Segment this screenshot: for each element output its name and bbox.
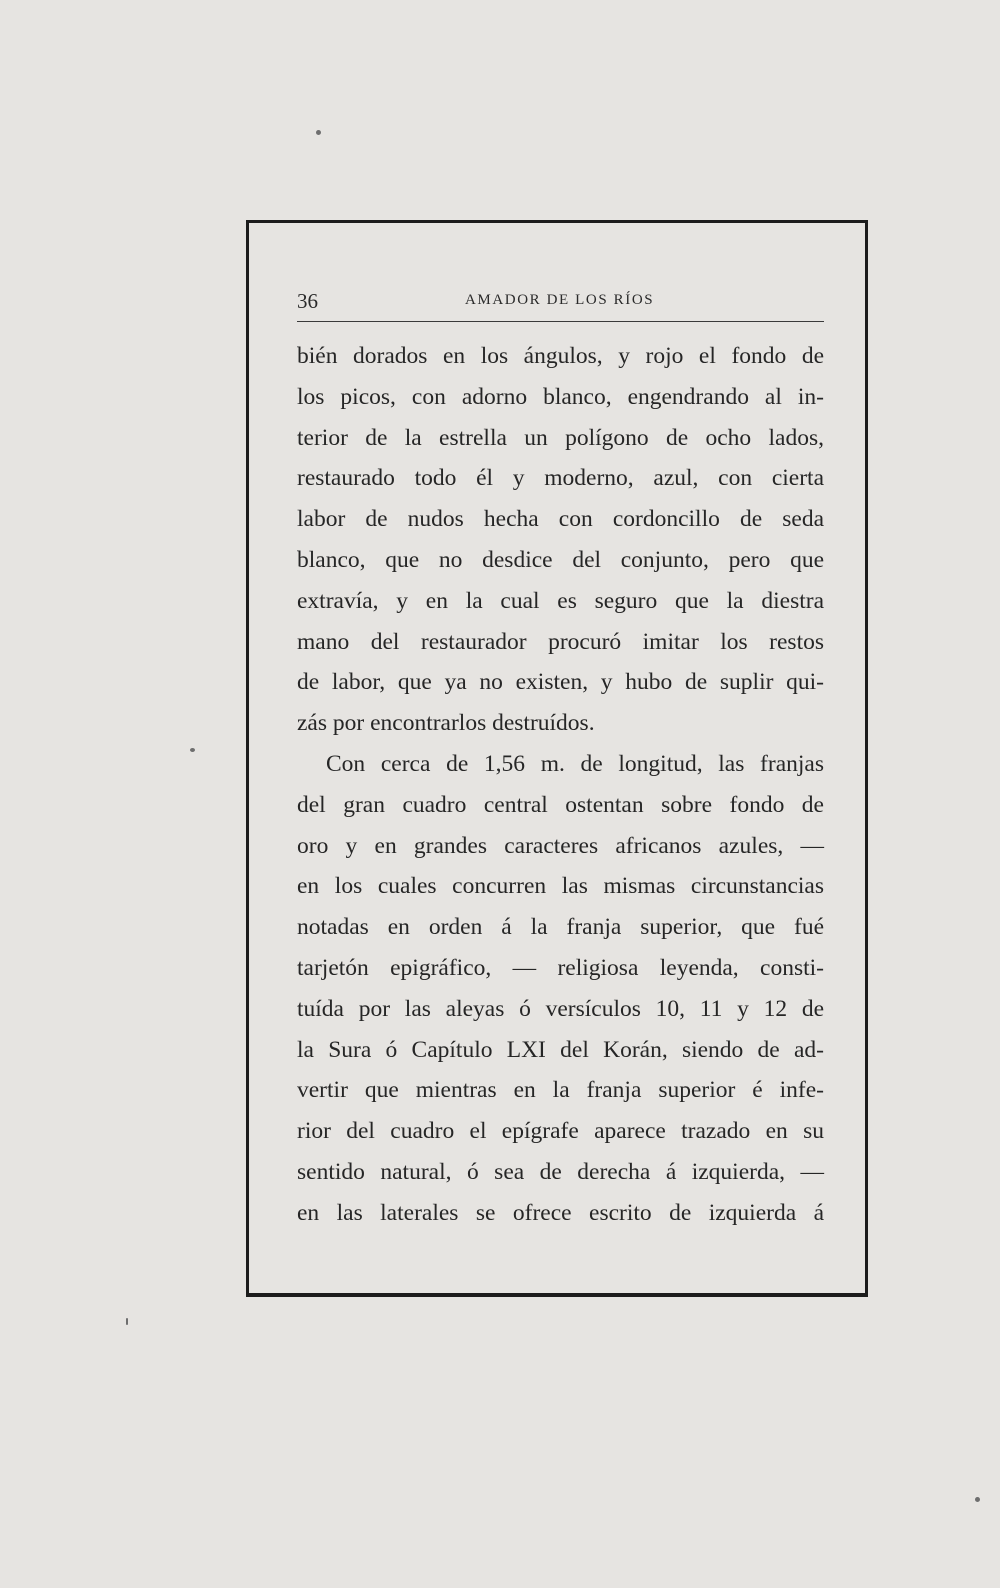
page-border-frame: [246, 220, 868, 1297]
text-line: de labor, que ya no existen, y hubo de suplir qui-: [297, 669, 824, 696]
paper-speck: [190, 748, 195, 752]
text-line: oro y en grandes caracteres africanos azules, —: [297, 832, 824, 859]
text-line: notadas en orden á la franja superior, que fué: [297, 914, 824, 941]
running-head: [297, 287, 824, 322]
paper-speck: [975, 1497, 980, 1502]
body-text: [297, 336, 824, 1234]
text-line: en los cuales concurren las mismas circunstancias: [297, 873, 824, 900]
page-number: 36: [297, 289, 318, 313]
text-line: los picos, con adorno blanco, engendrando al in-: [297, 383, 824, 410]
text-line: la Sura ó Capítulo LXI del Korán, siendo de ad-: [297, 1036, 824, 1063]
text-line: vertir que mientras en la franja superior é infe-: [297, 1077, 824, 1104]
text-line: extravía, y en la cual es seguro que la diestra: [297, 587, 824, 614]
text-line: sentido natural, ó sea de derecha á izquierda, —: [297, 1158, 824, 1185]
text-line: restaurado todo él y moderno, azul, con cierta: [297, 465, 824, 492]
running-title: AMADOR DE LOS RÍOS: [465, 292, 655, 308]
text-line: labor de nudos hecha con cordoncillo de seda: [297, 506, 824, 533]
text-line-paragraph-start: Con cerca de 1,56 m. de longitud, las franjas: [326, 750, 824, 777]
text-line: blanco, que no desdice del conjunto, pero que: [297, 546, 824, 573]
text-line: en las laterales se ofrece escrito de izquierda á: [297, 1199, 824, 1226]
text-line: tuída por las aleyas ó versículos 10, 11 y 12 de: [297, 995, 824, 1022]
text-line: del gran cuadro central ostentan sobre fondo de: [297, 791, 824, 818]
paper-speck: [316, 130, 321, 135]
text-line: mano del restaurador procuró imitar los restos: [297, 628, 824, 655]
text-line: tarjetón epigráfico, — religiosa leyenda, consti-: [297, 954, 824, 981]
text-line: bién dorados en los ángulos, y rojo el fondo de: [297, 343, 824, 369]
text-line: terior de la estrella un polígono de ocho lados,: [297, 424, 824, 451]
paper-speck: [126, 1318, 128, 1325]
text-line: zás por encontrarlos destruídos.: [297, 710, 595, 737]
text-line: rior del cuadro el epígrafe aparece trazado en su: [297, 1118, 824, 1145]
